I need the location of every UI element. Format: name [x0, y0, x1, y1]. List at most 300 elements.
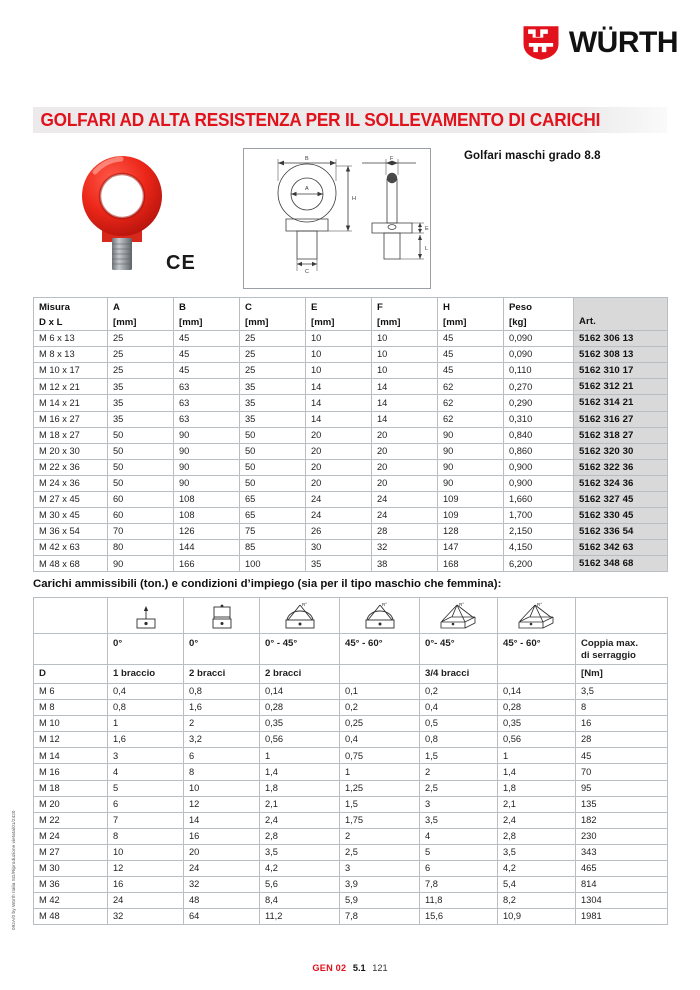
table-row: [34, 540, 668, 556]
table-cell: 135: [576, 796, 668, 812]
table-cell: M 42 x 63: [34, 540, 108, 556]
table-cell: 45: [174, 363, 240, 379]
table-cell: 90: [438, 459, 504, 475]
cell-article-number: 5162 348 68: [574, 556, 668, 572]
table-cell: 0,14: [498, 683, 576, 699]
ce-mark: CE: [166, 252, 196, 274]
table-cell: 35: [240, 411, 306, 427]
col-header-e-unit: [mm]: [311, 317, 335, 329]
arms-cell-5: 3/4 bracci: [420, 664, 498, 683]
cell-thread-size: M 16: [34, 764, 108, 780]
table-row: [34, 347, 668, 363]
table-row: [34, 395, 668, 411]
table-cell: 0,35: [260, 716, 340, 732]
footer-section: 5.1: [352, 963, 366, 973]
dimensions-table-body: [34, 331, 668, 572]
table-cell: 147: [438, 540, 504, 556]
table-cell: 70: [108, 524, 174, 540]
table-cell: 1304: [576, 893, 668, 909]
table-cell: 28: [576, 732, 668, 748]
table-cell: 20: [306, 475, 372, 491]
table-cell: 80: [108, 540, 174, 556]
table-cell: 10: [306, 331, 372, 347]
cell-thread-size: M 24: [34, 828, 108, 844]
table-cell: 1,8: [498, 780, 576, 796]
table-cell: 24: [372, 508, 438, 524]
svg-text:R°: R°: [536, 601, 542, 607]
table-cell: 20: [306, 443, 372, 459]
col-header-h: [438, 298, 504, 331]
svg-text:R°: R°: [458, 601, 464, 607]
table-cell: 1981: [576, 909, 668, 925]
table-cell: 1,6: [184, 700, 260, 716]
table-cell: M 16 x 27: [34, 411, 108, 427]
loads-table: [33, 597, 668, 925]
page-title: GOLFARI AD ALTA RESISTENZA PER IL SOLLEVAMENTO DI CARICHI: [40, 109, 601, 130]
svg-text:C: C: [305, 269, 309, 275]
col-header-a-label: A: [113, 302, 120, 313]
table-cell: 2,8: [498, 828, 576, 844]
table-cell: 62: [438, 379, 504, 395]
table-cell: 24: [372, 492, 438, 508]
table-cell: 0,090: [504, 347, 574, 363]
arms-cell-2: 2 bracci: [184, 664, 260, 683]
table-cell: 0,900: [504, 459, 574, 475]
table-cell: 90: [438, 443, 504, 459]
table-cell: M 14 x 21: [34, 395, 108, 411]
table-cell: 2,1: [498, 796, 576, 812]
table-cell: 0,2: [420, 683, 498, 699]
table-cell: 14: [184, 812, 260, 828]
table-cell: 4: [420, 828, 498, 844]
table-cell: 1: [108, 716, 184, 732]
table-cell: 35: [306, 556, 372, 572]
table-row: [34, 700, 668, 716]
cell-article-number: 5162 314 21: [574, 395, 668, 411]
page-title-band: [33, 107, 667, 133]
table-cell: 1: [260, 748, 340, 764]
table-cell: 1,5: [340, 796, 420, 812]
cell-thread-size: M 14: [34, 748, 108, 764]
table-cell: 7,8: [340, 909, 420, 925]
arms-cell-d: D: [34, 664, 108, 683]
table-cell: 2,1: [260, 796, 340, 812]
table-cell: 65: [240, 508, 306, 524]
table-cell: 8: [576, 700, 668, 716]
side-credit: 092A/0 by Würth Italia SG/Riproduzione vietata/01/2420: [11, 810, 16, 930]
table-cell: 28: [372, 524, 438, 540]
table-cell: 109: [438, 492, 504, 508]
table-cell: 50: [240, 427, 306, 443]
sling-2-leg-vertical-icon: [184, 598, 260, 634]
brand-name: WÜRTH: [568, 26, 678, 59]
table-cell: M 48 x 68: [34, 556, 108, 572]
table-cell: 0,270: [504, 379, 574, 395]
cell-thread-size: M 18: [34, 780, 108, 796]
dimensions-table: [33, 297, 668, 572]
cell-article-number: 5162 318 27: [574, 427, 668, 443]
table-cell: 32: [184, 877, 260, 893]
table-cell: 2: [420, 764, 498, 780]
eye-bolt-dimension-drawing: [243, 148, 431, 289]
table-row: [34, 379, 668, 395]
cell-thread-size: M 48: [34, 909, 108, 925]
table-cell: 1,700: [504, 508, 574, 524]
table-cell: M 27 x 45: [34, 492, 108, 508]
table-cell: 90: [438, 475, 504, 491]
cell-thread-size: M 22: [34, 812, 108, 828]
col-header-peso-label: Peso: [509, 302, 532, 313]
arms-cell-3: 2 bracci: [260, 664, 340, 683]
table-cell: 343: [576, 844, 668, 860]
table-cell: 35: [108, 395, 174, 411]
red-lifting-eye-bolt-photo: [62, 150, 182, 275]
table-cell: 100: [240, 556, 306, 572]
table-cell: 166: [174, 556, 240, 572]
cell-article-number: 5162 306 13: [574, 331, 668, 347]
col-header-c: [240, 298, 306, 331]
table-cell: 182: [576, 812, 668, 828]
table-cell: 90: [108, 556, 174, 572]
table-cell: 63: [174, 379, 240, 395]
col-header-b: [174, 298, 240, 331]
table-cell: 6: [420, 861, 498, 877]
table-cell: 1,25: [340, 780, 420, 796]
table-cell: 10: [372, 331, 438, 347]
arms-cell-6: [498, 664, 576, 683]
col-header-misura-unit: D x L: [39, 317, 63, 329]
table-cell: 50: [108, 475, 174, 491]
table-cell: 1,6: [108, 732, 184, 748]
table-cell: 20: [372, 459, 438, 475]
table-cell: 0,28: [260, 700, 340, 716]
table-cell: 35: [240, 379, 306, 395]
col-header-h-label: H: [443, 302, 450, 313]
cell-thread-size: M 30: [34, 861, 108, 877]
table-cell: 16: [108, 877, 184, 893]
torque-header: [576, 634, 668, 665]
table-cell: 1: [340, 764, 420, 780]
cell-thread-size: M 12: [34, 732, 108, 748]
cell-thread-size: M 20: [34, 796, 108, 812]
table-cell: 16: [184, 828, 260, 844]
sling-1-leg-vertical-icon: [108, 598, 184, 634]
table-cell: 45: [174, 331, 240, 347]
table-cell: 45: [438, 347, 504, 363]
table-cell: 90: [174, 443, 240, 459]
table-cell: 1,4: [260, 764, 340, 780]
cell-article-number: 5162 342 63: [574, 540, 668, 556]
table-cell: 32: [108, 909, 184, 925]
table-cell: 25: [108, 363, 174, 379]
table-cell: 0,090: [504, 331, 574, 347]
table-cell: 6,200: [504, 556, 574, 572]
angle-cell-1: 0°: [108, 634, 184, 665]
table-cell: 45: [174, 347, 240, 363]
table-cell: 5,4: [498, 877, 576, 893]
table-cell: 2,4: [260, 812, 340, 828]
table-cell: 63: [174, 395, 240, 411]
angle-cell-3: 0° - 45°: [260, 634, 340, 665]
table-row: [34, 796, 668, 812]
cell-article-number: 5162 316 27: [574, 411, 668, 427]
col-header-c-unit: [mm]: [245, 317, 269, 329]
table-cell: 10: [306, 347, 372, 363]
table-cell: 60: [108, 492, 174, 508]
table-row: [34, 828, 668, 844]
table-cell: 25: [108, 331, 174, 347]
table-cell: 25: [240, 347, 306, 363]
table-cell: M 12 x 21: [34, 379, 108, 395]
table-cell: 85: [240, 540, 306, 556]
cell-article-number: 5162 320 30: [574, 443, 668, 459]
table-cell: 35: [108, 411, 174, 427]
table-cell: 5,6: [260, 877, 340, 893]
table-row: [34, 556, 668, 572]
table-cell: 7: [108, 812, 184, 828]
table-cell: 10,9: [498, 909, 576, 925]
table-cell: 0,56: [498, 732, 576, 748]
svg-text:R°: R°: [381, 601, 387, 607]
table-cell: 15,6: [420, 909, 498, 925]
table-cell: 0,900: [504, 475, 574, 491]
col-header-c-label: C: [245, 302, 252, 313]
table-cell: 0,840: [504, 427, 574, 443]
table-cell: 20: [372, 443, 438, 459]
table-cell: 50: [108, 427, 174, 443]
table-cell: 8: [184, 764, 260, 780]
table-row: [34, 909, 668, 925]
table-cell: 2: [184, 716, 260, 732]
cell-article-number: 5162 310 17: [574, 363, 668, 379]
table-cell: 3: [108, 748, 184, 764]
table-cell: 0,5: [420, 716, 498, 732]
table-cell: 20: [184, 844, 260, 860]
col-header-misura: [34, 298, 108, 331]
table-row: [34, 893, 668, 909]
svg-text:A: A: [305, 186, 309, 192]
col-header-h-unit: [mm]: [443, 317, 467, 329]
table-cell: 5: [420, 844, 498, 860]
cell-article-number: 5162 308 13: [574, 347, 668, 363]
table-cell: M 24 x 36: [34, 475, 108, 491]
table-row: [34, 844, 668, 860]
angle-cell-2: 0°: [184, 634, 260, 665]
cell-thread-size: M 27: [34, 844, 108, 860]
table-cell: M 36 x 54: [34, 524, 108, 540]
table-row: [34, 524, 668, 540]
table-cell: 144: [174, 540, 240, 556]
table-cell: 1,4: [498, 764, 576, 780]
table-cell: 12: [108, 861, 184, 877]
table-cell: 32: [372, 540, 438, 556]
table-cell: 25: [108, 347, 174, 363]
icon-cell-torque-empty: [576, 598, 668, 634]
table-cell: 45: [438, 331, 504, 347]
table-cell: 26: [306, 524, 372, 540]
table-cell: 0,4: [340, 732, 420, 748]
table-cell: 0,2: [340, 700, 420, 716]
table-cell: 2,4: [498, 812, 576, 828]
table-row: [34, 780, 668, 796]
table-cell: 1,660: [504, 492, 574, 508]
loads-section-subtitle: Carichi ammissibili (ton.) e condizioni d’impiego (sia per il tipo maschio che femmina):: [33, 578, 502, 590]
table-cell: 3,9: [340, 877, 420, 893]
cell-article-number: 5162 322 36: [574, 459, 668, 475]
table-cell: 24: [306, 508, 372, 524]
arms-cell-unit: [Nm]: [576, 664, 668, 683]
table-cell: 2,150: [504, 524, 574, 540]
table-cell: 0,310: [504, 411, 574, 427]
table-cell: 0,28: [498, 700, 576, 716]
table-row: [34, 812, 668, 828]
table-cell: 2: [340, 828, 420, 844]
table-cell: M 20 x 30: [34, 443, 108, 459]
table-cell: 20: [306, 459, 372, 475]
angle-cell-empty: [34, 634, 108, 665]
table-cell: 0,8: [108, 700, 184, 716]
table-cell: 7,8: [420, 877, 498, 893]
table-cell: 20: [306, 427, 372, 443]
cell-article-number: 5162 327 45: [574, 492, 668, 508]
table-cell: 10: [372, 347, 438, 363]
col-header-e-label: E: [311, 302, 318, 313]
table-row: [34, 716, 668, 732]
table-cell: 20: [372, 475, 438, 491]
table-cell: 4,2: [260, 861, 340, 877]
table-row: [34, 877, 668, 893]
cell-thread-size: M 8: [34, 700, 108, 716]
sling-4-leg-angled-45-60-icon: [498, 598, 576, 634]
table-cell: 3,5: [498, 844, 576, 860]
col-header-b-unit: [mm]: [179, 317, 203, 329]
table-cell: 168: [438, 556, 504, 572]
angle-cell-4: 45° - 60°: [340, 634, 420, 665]
col-header-f-label: F: [377, 302, 383, 313]
table-cell: 465: [576, 861, 668, 877]
torque-header-line2: di serraggio: [581, 649, 636, 661]
table-row: [34, 861, 668, 877]
table-row: [34, 475, 668, 491]
table-cell: 8,4: [260, 893, 340, 909]
wurth-logo: [522, 24, 678, 62]
table-cell: 10: [184, 780, 260, 796]
svg-text:L: L: [425, 246, 429, 252]
col-header-b-label: B: [179, 302, 186, 313]
table-cell: 10: [306, 363, 372, 379]
loads-arms-row: [34, 664, 668, 683]
table-row: [34, 363, 668, 379]
table-cell: 8: [108, 828, 184, 844]
cell-article-number: 5162 324 36: [574, 475, 668, 491]
table-cell: 5: [108, 780, 184, 796]
table-cell: 2,5: [340, 844, 420, 860]
table-cell: 0,8: [420, 732, 498, 748]
torque-header-line1: Coppia max.: [581, 638, 639, 649]
table-cell: 2,5: [420, 780, 498, 796]
col-header-misura-label: Misura: [39, 302, 70, 313]
table-cell: 64: [184, 909, 260, 925]
table-cell: 6: [184, 748, 260, 764]
table-cell: 814: [576, 877, 668, 893]
table-cell: 108: [174, 508, 240, 524]
table-cell: 10: [108, 844, 184, 860]
table-cell: 24: [306, 492, 372, 508]
table-cell: 4,150: [504, 540, 574, 556]
table-row: [34, 427, 668, 443]
angle-cell-6: 45° - 60°: [498, 634, 576, 665]
loads-table-body: [34, 683, 668, 924]
table-cell: 90: [174, 427, 240, 443]
table-cell: 0,860: [504, 443, 574, 459]
angle-cell-5: 0°- 45°: [420, 634, 498, 665]
table-row: [34, 492, 668, 508]
sling-4-leg-angled-0-45-icon: [420, 598, 498, 634]
table-cell: 63: [174, 411, 240, 427]
table-row: [34, 764, 668, 780]
table-cell: 0,75: [340, 748, 420, 764]
svg-text:F: F: [390, 156, 394, 162]
table-cell: 230: [576, 828, 668, 844]
arms-cell-4: [340, 664, 420, 683]
table-cell: 6: [108, 796, 184, 812]
loads-angle-row: [34, 634, 668, 665]
table-cell: 109: [438, 508, 504, 524]
table-row: [34, 411, 668, 427]
table-cell: 24: [108, 893, 184, 909]
table-cell: 0,290: [504, 395, 574, 411]
table-cell: 2,8: [260, 828, 340, 844]
table-cell: 1,8: [260, 780, 340, 796]
table-cell: 90: [438, 427, 504, 443]
table-cell: 45: [576, 748, 668, 764]
table-cell: 11,8: [420, 893, 498, 909]
cell-thread-size: M 6: [34, 683, 108, 699]
table-cell: 25: [240, 331, 306, 347]
table-cell: 3: [340, 861, 420, 877]
sling-2-leg-angled-0-45-icon: [260, 598, 340, 634]
col-header-peso: [504, 298, 574, 331]
arms-cell-1: 1 braccio: [108, 664, 184, 683]
table-cell: 1,5: [420, 748, 498, 764]
footer-page-number: 121: [372, 963, 388, 973]
table-cell: 1,75: [340, 812, 420, 828]
table-cell: 45: [438, 363, 504, 379]
table-cell: 1: [498, 748, 576, 764]
icon-cell-empty: [34, 598, 108, 634]
table-cell: 35: [240, 395, 306, 411]
col-header-art: Art.: [574, 298, 668, 331]
table-cell: 3: [420, 796, 498, 812]
table-cell: 0,14: [260, 683, 340, 699]
table-cell: 14: [306, 379, 372, 395]
table-cell: 38: [372, 556, 438, 572]
table-cell: 0,110: [504, 363, 574, 379]
table-cell: 30: [306, 540, 372, 556]
table-cell: 3,2: [184, 732, 260, 748]
table-row: [34, 748, 668, 764]
dimensions-header-row: [34, 298, 668, 331]
table-cell: 14: [372, 395, 438, 411]
table-cell: 128: [438, 524, 504, 540]
table-cell: M 6 x 13: [34, 331, 108, 347]
table-cell: 14: [306, 395, 372, 411]
table-cell: 50: [240, 459, 306, 475]
table-cell: 90: [174, 459, 240, 475]
table-cell: 108: [174, 492, 240, 508]
table-cell: 0,4: [108, 683, 184, 699]
table-cell: 24: [184, 861, 260, 877]
